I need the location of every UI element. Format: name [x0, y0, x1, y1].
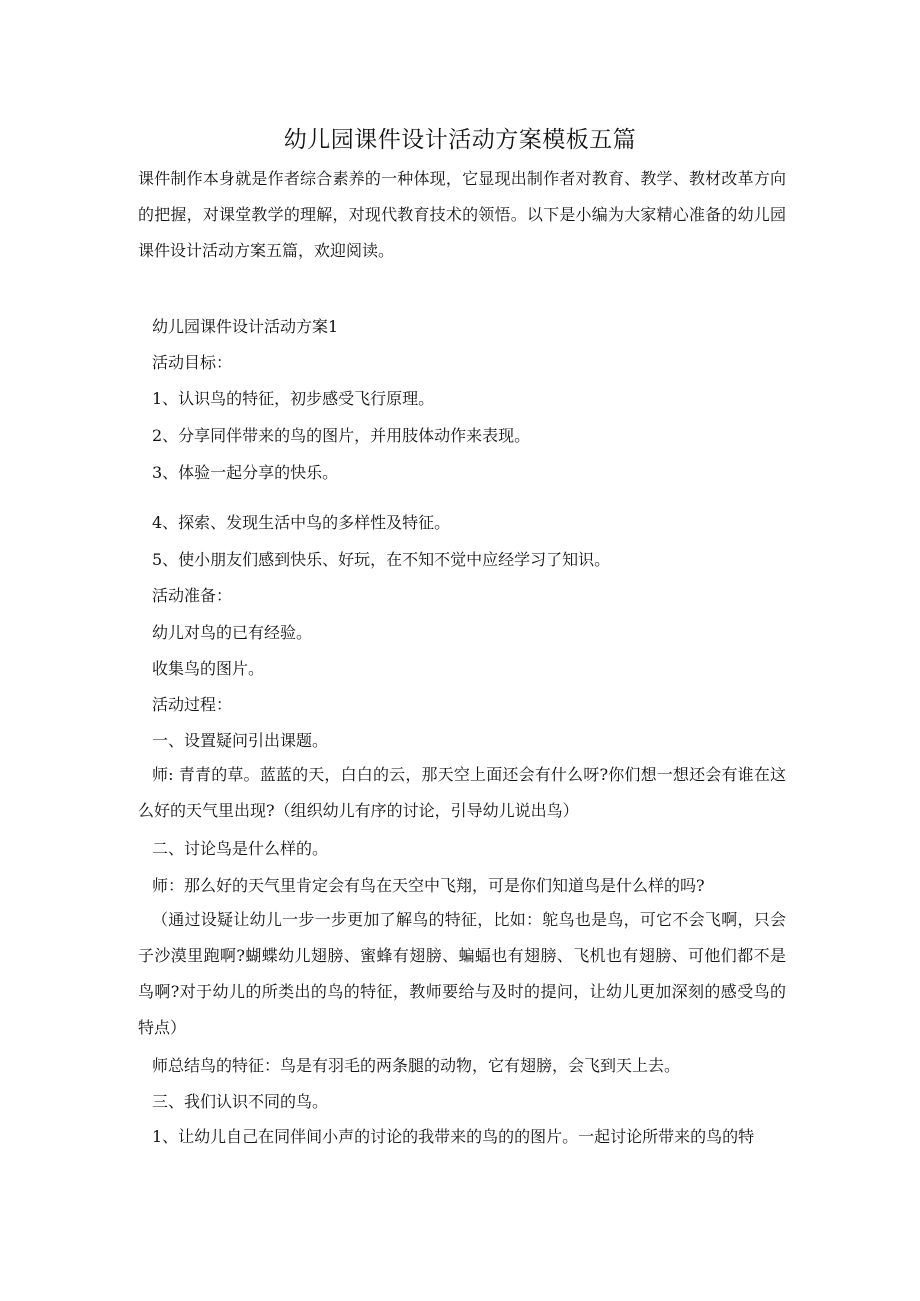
step2-title: 二、讨论鸟是什么样的。 — [152, 839, 329, 858]
goal-item-5: 5、使小朋友们感到快乐、好玩，在不知不觉中应经学习了知识。 — [152, 550, 611, 569]
step1-text: 师: 青青的草。蓝蓝的天，白白的云，那天空上面还会有什么呀?你们想一想还会有谁在这么好的天气里出现?（组织幼儿有序的讨论，引导幼儿说出鸟） — [138, 765, 786, 820]
document-title: 幼儿园课件设计活动方案模板五篇 — [283, 127, 637, 153]
goal-item-2: 2、分享同伴带来的鸟的图片，并用肢体动作来表现。 — [152, 426, 531, 445]
goal-item-4: 4、探索、发现生活中鸟的多样性及特征。 — [152, 513, 451, 532]
section-heading: 幼儿园课件设计活动方案1 — [152, 317, 339, 336]
step3-title: 三、我们认识不同的鸟。 — [152, 1092, 329, 1111]
prep-item-2: 收集鸟的图片。 — [152, 659, 265, 678]
step2-text: 师：那么好的天气里肯定会有鸟在天空中飞翔，可是你们知道鸟是什么样的吗? — [152, 876, 705, 895]
step2-note: （通过设疑让幼儿一步一步更加了解鸟的特征，比如：鸵鸟也是鸟，可它不会飞啊，只会子沙漠里跑啊?蝴蝶幼儿翅膀、蜜蜂有翅膀、蝙蝠也有翅膀、飞机也有翅膀、可他们都不是鸟啊?对于幼儿的所类出的鸟的特征，教师要给与及时的提问，让幼儿更加深刻的感受鸟的特点） — [138, 910, 786, 1037]
step3-item-1: 1、让幼儿自己在同伴间小声的讨论的我带来的鸟的的图片。一起讨论所带来的鸟的特 — [152, 1127, 755, 1146]
step2-summary: 师总结鸟的特征：鸟是有羽毛的两条腿的动物，它有翅膀，会飞到天上去。 — [152, 1056, 681, 1075]
step1-title: 一、设置疑问引出课题。 — [152, 731, 329, 750]
goal-item-3: 3、体验一起分享的快乐。 — [152, 463, 339, 482]
prep-label: 活动准备： — [152, 586, 233, 605]
intro-paragraph: 课件制作本身就是作者综合素养的一种体现，它显现出制作者对教育、教学、教材改革方向的把握，对课堂教学的理解，对现代教育技术的领悟。以下是小编为大家精心准备的幼儿园课件设计活动方案五篇，欢迎阅读。 — [138, 169, 786, 260]
goal-item-1: 1、认识鸟的特征，初步感受飞行原理。 — [152, 389, 435, 408]
process-label: 活动过程： — [152, 695, 233, 714]
goals-label: 活动目标： — [152, 353, 233, 372]
prep-item-1: 幼儿对鸟的已有经验。 — [152, 623, 313, 642]
